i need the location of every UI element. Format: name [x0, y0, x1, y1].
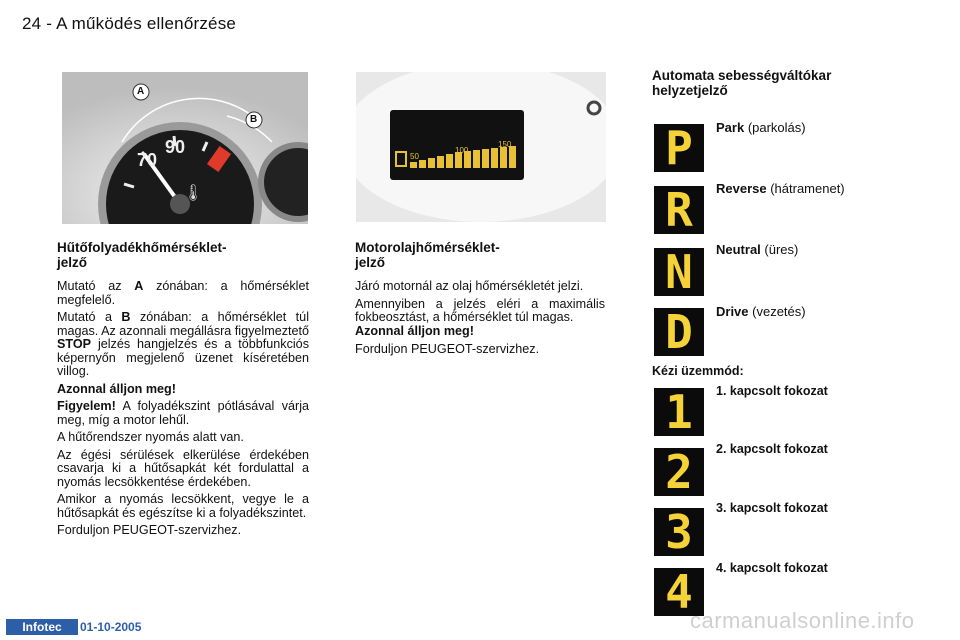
- thermometer-icon: 🌡: [183, 185, 204, 202]
- coolant-p3: Azonnal álljon meg!: [57, 381, 176, 396]
- oil-gauge-image: [356, 72, 606, 222]
- gear-p-icon: P: [654, 124, 704, 172]
- oil-tick-100: 100: [455, 146, 469, 155]
- coolant-p7: Amikor a nyomás lecsökkent, vegye le a hűtősapkát és egészítse ki a folyadékszintet.: [57, 492, 309, 520]
- coolant-p4: Figyelem! A folyadékszint pótlásával várja meg, míg a motor lehűl.: [57, 399, 309, 427]
- gear-1-label: 1. kapcsolt fokozat: [716, 384, 828, 398]
- gear-1-icon: 1: [654, 388, 704, 436]
- gear-4-icon: 4: [654, 568, 704, 616]
- oil-title: Motorolajhőmérséklet- jelző: [355, 240, 500, 270]
- oil-section: [355, 240, 605, 361]
- gear-3-label: 3. kapcsolt fokozat: [716, 501, 828, 515]
- oil-p3: Azonnal álljon meg!: [355, 323, 474, 338]
- gear-2-label: 2. kapcsolt fokozat: [716, 442, 828, 456]
- gear-d-label: Drive (vezetés): [716, 304, 806, 319]
- zone-b-label: B: [250, 114, 258, 125]
- oil-tick-150: 150: [498, 140, 512, 149]
- coolant-p2: Mutató a B zónában: a hőmérséklet túl magas. Az azonnali megállásra figyelmeztető STOP jelzés hangjelzés és a többfunkciós képernyőn megjelenő üzenet kíséretében villog.: [57, 310, 310, 378]
- gear-n-label: Neutral (üres): [716, 242, 799, 257]
- footer-date: 01-10-2005: [80, 620, 142, 634]
- gearbox-title: Automata sebességváltókar helyzetjelző: [652, 68, 832, 98]
- gear-2-icon: 2: [654, 448, 704, 496]
- gear-r-label: Reverse (hátramenet): [716, 181, 845, 196]
- coolant-section: [57, 240, 309, 542]
- gear-d-icon: D: [654, 308, 704, 356]
- watermark: carmanualsonline.info: [690, 608, 915, 633]
- zone-a-label: A: [137, 86, 145, 97]
- infotec-logo: Infotec: [6, 619, 78, 635]
- gear-p-label: Park (parkolás): [716, 120, 806, 135]
- coolant-p6: Az égési sérülések elkerülése érdekében csavarja ki a hűtősapkát két fordulattal a nyomás lecsökkentése érdekében.: [57, 447, 309, 489]
- oil-p2: Amennyiben a jelzés eléri a maximális fokbeosztást, a hőmérséklet túl magas.: [355, 296, 605, 324]
- manual-mode-title: Kézi üzemmód:: [652, 364, 744, 378]
- oil-p4: Forduljon PEUGEOT-szervizhez.: [355, 342, 540, 356]
- tick-70-label: 70: [137, 150, 158, 170]
- gear-3-icon: 3: [654, 508, 704, 556]
- tick-90-label: 90: [165, 137, 186, 157]
- oil-tick-50: 50: [410, 152, 419, 161]
- coolant-p8: Forduljon PEUGEOT-szervizhez.: [57, 523, 242, 537]
- coolant-title: Hűtőfolyadékhőmérséklet- jelző: [57, 240, 227, 270]
- coolant-p1: Mutató az A zónában: a hőmérséklet megfelelő.: [57, 279, 309, 307]
- coolant-p5: A hűtőrendszer nyomás alatt van.: [57, 430, 244, 444]
- gear-n-icon: N: [654, 248, 704, 296]
- gear-r-icon: R: [654, 186, 704, 234]
- gear-4-label: 4. kapcsolt fokozat: [716, 561, 828, 575]
- oil-p1: Járó motornál az olaj hőmérsékletét jelzi.: [355, 279, 584, 293]
- page-title: 24 - A működés ellenőrzése: [22, 14, 237, 33]
